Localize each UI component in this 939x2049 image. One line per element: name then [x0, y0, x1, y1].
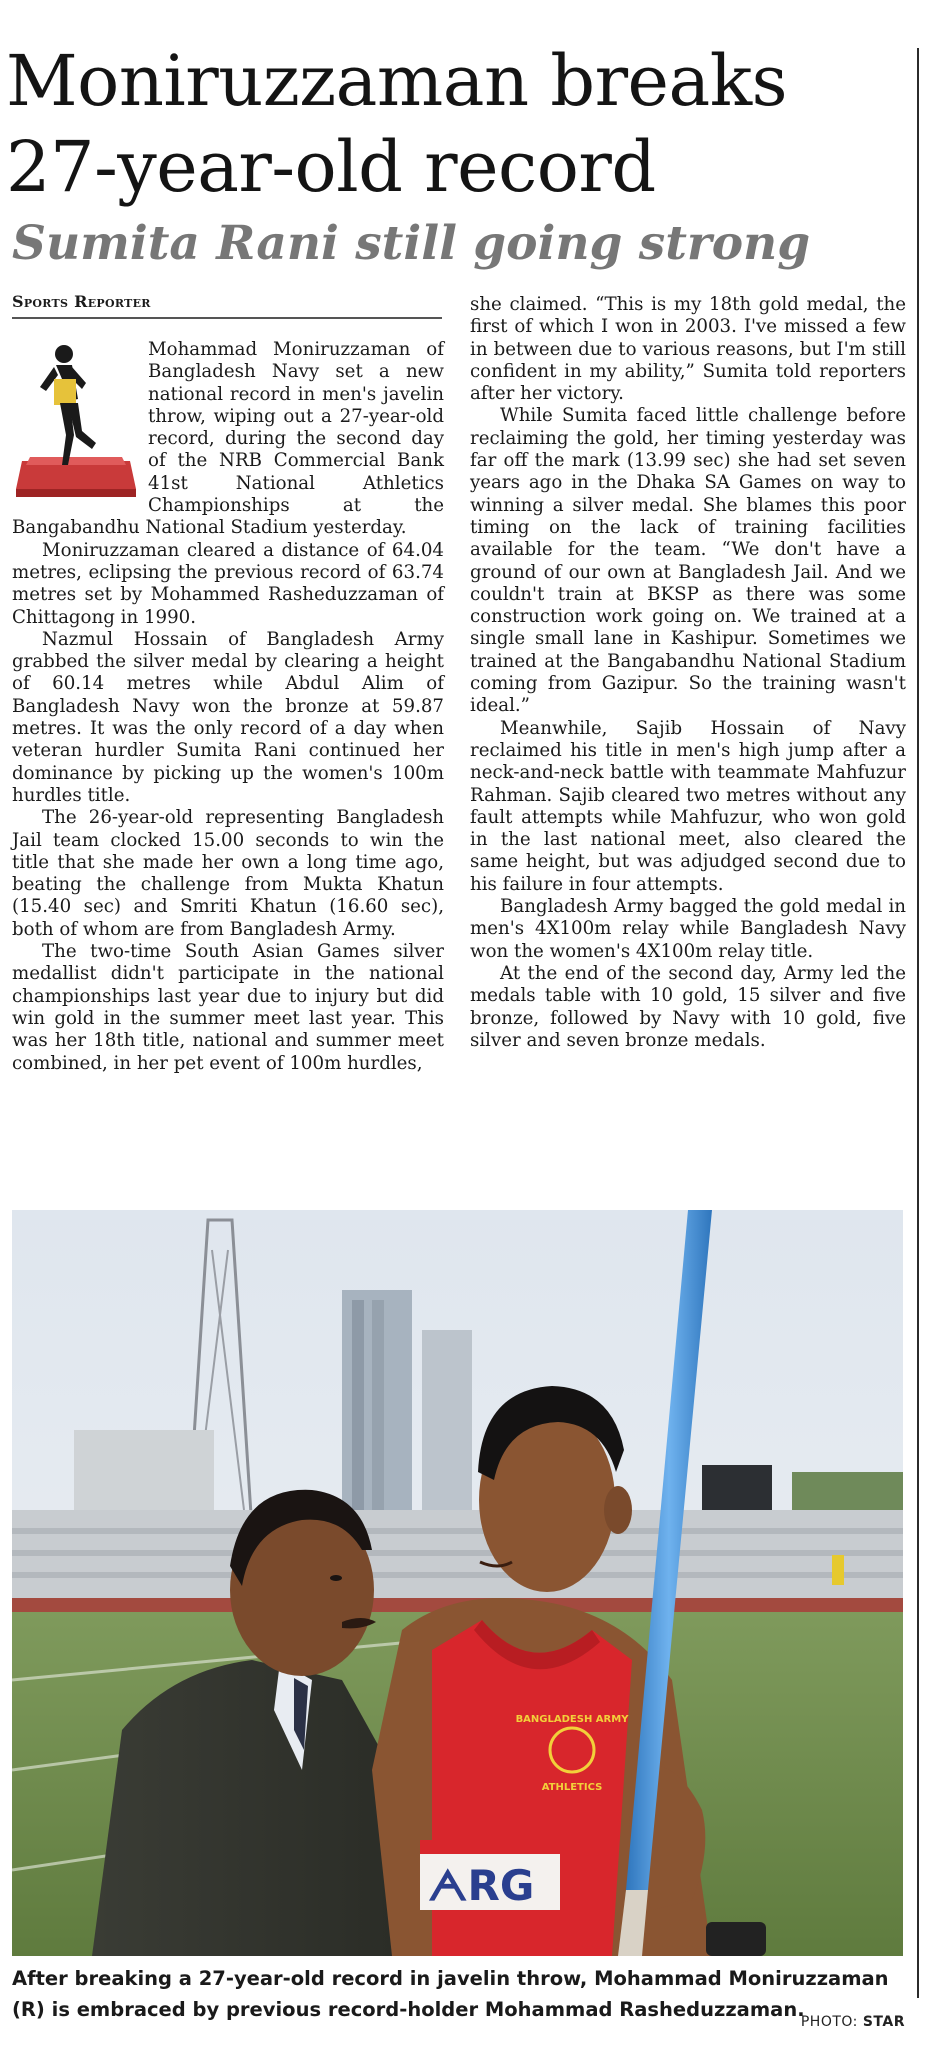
paragraph: Nazmul Hossain of Bangladesh Army grabbed the silver medal by clearing a height of 60.14 metres while Abdul Alim of Bangladesh Navy won the bronze at 59.87 metres. It was the only record of a day when veteran hurdler Sumita Rani continued her dominance by picking up the women's 100m hurdles title.: [12, 628, 444, 806]
vest-subtext: ATHLETICS: [541, 1782, 603, 1793]
byline: Sports Reporter: [12, 292, 442, 319]
paragraph: At the end of the second day, Army led the medals table with 10 gold, 15 silver and five bronze, followed by Navy with 10 gold, five silver and seven bronze medals.: [470, 962, 906, 1051]
photo-credit-source: STAR: [862, 2014, 905, 2030]
paragraph: Bangladesh Army bagged the gold medal in men's 4X100m relay while Bangladesh Navy won the women's 4X100m relay title.: [470, 896, 906, 962]
headline-line-1: Moniruzzaman breaks: [6, 40, 788, 122]
paragraph: Moniruzzaman cleared a distance of 64.04 metres, eclipsing the previous record of 63.74 metres set by Mohammed Rasheduzzaman of Chittagong in 1990.: [12, 539, 444, 628]
paragraph: The 26-year-old representing Bangladesh Jail team clocked 15.00 seconds to win the title that she made her own a long time ago, beating the challenge from Mukta Khatun (15.40 sec) and Smriti Khatun (16.60 sec), both of whom are from Bangladesh Army.: [12, 807, 444, 940]
article-column-right: [470, 294, 906, 1052]
paragraph: The two-time South Asian Games silver medallist didn't participate in the national championships last year due to injury but did win gold in the summer meet last year. This was her 18th title, national and summer meet combined, in her pet event of 100m hurdles,: [12, 941, 444, 1074]
headline: [6, 38, 906, 210]
paragraph: Meanwhile, Sajib Hossain of Navy reclaimed his title in men's high jump after a neck-and-neck battle with teammate Mahfuzur Rahman. Sajib cleared two metres without any fault attempts while Mahfuzur, who won gold in the last national meet, also cleared the same height, but was adjudged second due to his failure in four attempts.: [470, 717, 906, 895]
photo-credit-label: PHOTO:: [800, 2014, 858, 2030]
athlete-icon: [12, 339, 140, 502]
article-column-left: [12, 339, 444, 1075]
paragraph: While Sumita faced little challenge before reclaiming the gold, her timing yesterday was far off the mark (13.99 sec) she had set seven years ago in the Dhaka SA Games on way to winning a silver medal. She blames this poor timing on the lack of training facilities available for the team. “We don't have a ground of our own at Bangladesh Jail. And we couldn't train at BKSP as there was some construction work going on. We trained at a single small lane in Kashipur. Sometimes we trained at the Bangabandhu National Stadium coming from Gazipur. So the training wasn't ideal.”: [470, 405, 906, 717]
paragraph: she claimed. “This is my 18th gold medal, the first of which I won in 2003. I've missed a few in between due to various reasons, but I'm still confident in my ability,” Sumita told reporters after her victory.: [470, 294, 906, 405]
photo-caption: After breaking a 27-year-old record in javelin throw, Mohammad Moniruzzaman (R) is embraced by previous record-holder Mohammad Rasheduzzaman.: [12, 1967, 889, 2021]
headline-line-2: 27-year-old record: [6, 126, 656, 208]
race-bib: ᗅRG: [428, 1861, 535, 1910]
photo-illustration: [12, 1210, 903, 1956]
page-edge-rule: [917, 48, 919, 1998]
subheadline: Sumita Rani still going strong: [12, 216, 811, 271]
photo-credit: [801, 2014, 905, 2030]
vest-text: BANGLADESH ARMY: [515, 1714, 629, 1725]
news-photo: [12, 1210, 903, 1956]
paragraph: Mohammad Moniruzzaman of Bangladesh Navy set a new national record in men's javelin throw, wiping out a 27-year-old record, during the second day of the NRB Commercial Bank 41st National Athletics Championships at the Bangabandhu National Stadium yesterday.: [12, 339, 444, 539]
